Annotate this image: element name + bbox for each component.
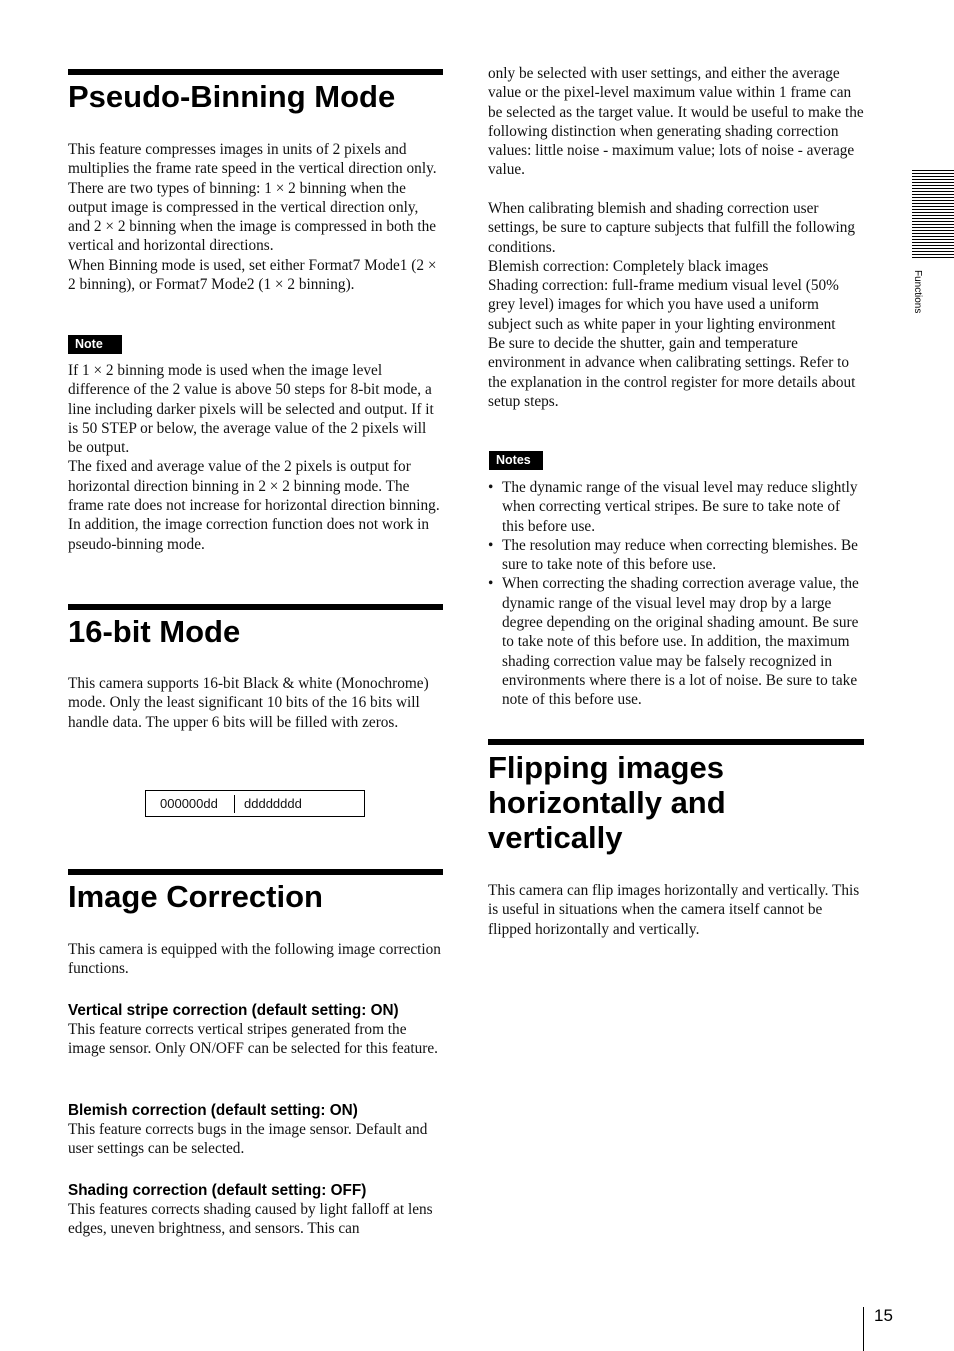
lower-bits-label: dddddddd — [244, 796, 302, 811]
paragraph: This camera is equipped with the following image correction functions. — [68, 941, 441, 978]
paragraph: When calibrating blemish and shading correction user settings, be sure to capture subjects that fulfill the following conditions. — [488, 200, 856, 256]
notes-list — [488, 478, 864, 710]
section-rule — [68, 869, 443, 875]
section-rule — [68, 604, 443, 610]
side-tab-label: Functions — [912, 270, 923, 314]
paragraph: This feature corrects bugs in the image sensor. Default and user settings can be selected. — [68, 1121, 428, 1158]
paragraph: Blemish correction: Completely black images — [488, 257, 769, 275]
paragraph: Shading correction: full-frame medium visual level (50% grey level) images for which you have used a uniform subject such as white paper in your lighting environment — [488, 277, 839, 333]
page-number-divider — [863, 1307, 864, 1351]
section-title-image-correction: Image Correction — [68, 879, 323, 914]
paragraph: This camera can flip images horizontally and vertically. This is useful in situations when the camera itself cannot be flipped horizontally and vertically. — [488, 882, 860, 938]
vertical-stripe-heading: Vertical stripe correction (default setting: ON) — [68, 1002, 399, 1019]
list-item — [488, 574, 864, 709]
paragraph: The fixed and average value of the 2 pixels is output for horizontal direction binning in 2 × 2 binning mode. The frame rate does not increase for horizontal direction binning. — [68, 458, 440, 515]
note-body — [68, 361, 443, 554]
list-item — [488, 536, 864, 575]
blemish-heading: Blemish correction (default setting: ON) — [68, 1102, 358, 1119]
bullet: • — [488, 575, 494, 593]
paragraph: This camera supports 16-bit Black & white (Monochrome) mode. Only the least significant 10 bits of the 16 bits will handle data. The upper 6 bits will be filled with zeros. — [68, 675, 429, 731]
paragraph: If 1 × 2 binning mode is used when the image level difference of the 2 value is above 50 steps for 8-bit mode, a line including darker pixels will be selected and output. If it is 50 STEP or below, the average value of the 2 pixels will be output. — [68, 362, 434, 457]
paragraph: There are two types of binning: 1 × 2 binning when the output image is compressed in the vertical direction only, and 2 × 2 binning when the image is compressed in both the vertical and horizontal directions. — [68, 179, 437, 255]
paragraph: This features corrects shading caused by light falloff at lens edges, uneven brightness, and sensors. This can — [68, 1201, 433, 1238]
paragraph: only be selected with user settings, and either the average value or the pixel-level maximum value within 1 frame can be selected as the target value. It would be useful to make the following distinction when generating shading correction values: little noise - maximum value; lots of noise - average value. — [488, 65, 864, 179]
note-badge: Note — [68, 335, 122, 354]
pseudo-binning-body — [68, 140, 443, 294]
vertical-stripe-body — [68, 1020, 443, 1059]
note-text: When correcting the shading correction average value, the dynamic range of the visual level may drop by a large degree depending on the original shading amount. Be sure to take note of this before use. In addition, the maximum shading correction value may be falsely recognized in environments where there is a lot of noise. Be sure to take note of this before use. — [502, 575, 859, 709]
calibration-body — [488, 199, 864, 411]
bit-layout-diagram — [145, 790, 365, 817]
bit-divider — [234, 795, 235, 813]
section-rule — [68, 69, 443, 75]
16-bit-body — [68, 674, 443, 732]
note-text: The dynamic range of the visual level may reduce slightly when correcting vertical stripes. Be sure to take note of this before use. — [502, 479, 858, 535]
bullet: • — [488, 479, 494, 496]
section-title-pseudo-binning: Pseudo-Binning Mode — [68, 79, 396, 114]
bullet: • — [488, 536, 494, 554]
paragraph: Be sure to decide the shutter, gain and temperature environment in advance when calibrating settings. Refer to the explanation in the control register for more details about setup steps. — [488, 335, 856, 410]
paragraph: When Binning mode is used, set either Format7 Mode1 (2 × 2 binning), or Format7 Mode2 (1 × 2 binning). — [68, 256, 437, 294]
section-title-flipping: Flipping images horizontally and vertically — [488, 750, 726, 855]
section-title-16-bit-mode: 16-bit Mode — [68, 614, 241, 649]
side-tab-stripes — [912, 170, 954, 260]
page-number: 15 — [874, 1306, 893, 1325]
blemish-body — [68, 1120, 443, 1159]
shading-body — [68, 1200, 443, 1239]
note-text: The resolution may reduce when correcting blemishes. Be sure to take note of this before use. — [502, 536, 858, 574]
shading-continued — [488, 64, 864, 180]
list-item — [488, 478, 864, 536]
section-rule — [488, 739, 864, 745]
notes-badge: Notes — [489, 451, 543, 470]
flipping-body — [488, 881, 864, 939]
side-tab — [912, 170, 954, 314]
paragraph: This feature compresses images in units of 2 pixels and multiplies the frame rate speed in the vertical direction only. — [68, 141, 437, 178]
paragraph: In addition, the image correction function does not work in pseudo-binning mode. — [68, 516, 430, 553]
paragraph: This feature corrects vertical stripes generated from the image sensor. Only ON/OFF can be selected for this feature. — [68, 1021, 439, 1058]
shading-heading: Shading correction (default setting: OFF) — [68, 1182, 367, 1199]
upper-bits-label: 000000dd — [160, 796, 218, 811]
image-correction-intro — [68, 940, 443, 979]
